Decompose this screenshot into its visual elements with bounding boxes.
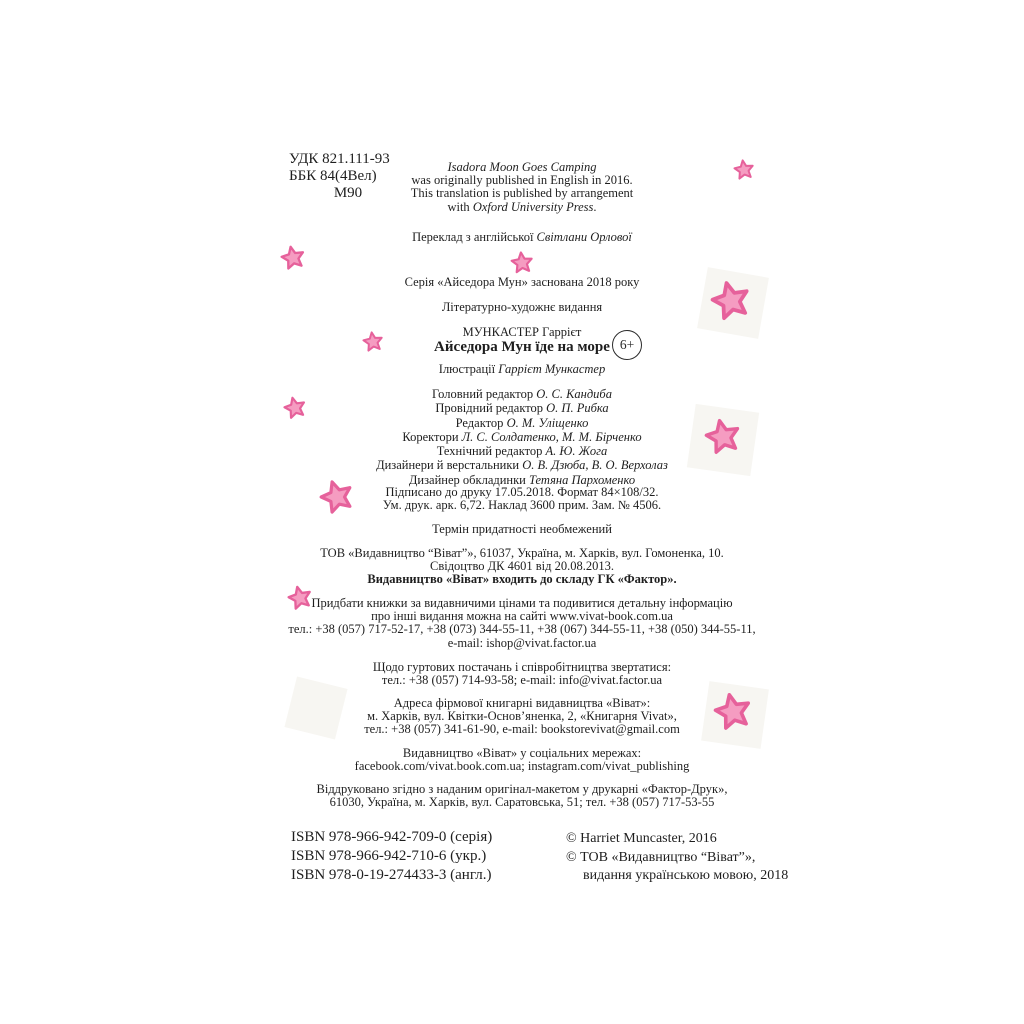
- copyright-edition: видання українською мовою, 2018: [583, 868, 789, 884]
- isbn-series: ISBN 978-966-942-709-0 (серія): [291, 829, 493, 845]
- copyright-author: © Harriet Muncaster, 2016: [566, 831, 717, 846]
- english-rights-notice: Isadora Moon Goes Camping was originally published in English in 2016. This translation is published by arrangement with Oxford University Press.: [233, 161, 811, 214]
- staff-row: Дизайнери й верстальники О. В. Дзюба, В. О. Верхолаз: [376, 458, 668, 473]
- book-title: Айседора Мун їде на море: [434, 339, 610, 355]
- star-icon: [284, 582, 316, 614]
- star-icon: [278, 243, 309, 274]
- star-icon: [280, 393, 309, 422]
- copyright-publisher: © ТОВ «Видавництво “Віват”»,: [566, 849, 756, 865]
- illustrator-name: Гаррієт Мункастер: [498, 362, 606, 376]
- udk-code: УДК 821.111-93: [289, 151, 390, 167]
- author-sign-code: М90: [333, 185, 363, 201]
- printing-house-info: Віддруковано згідно з наданим оригінал-макетом у друкарні «Фактор-Друк», 61030, Україна, м. Харків, вул. Саратовська, 51; тел. +38 (057) 717-53-55: [316, 782, 728, 810]
- isbn-block: [291, 828, 492, 885]
- series-note: Серія «Айседора Мун» заснована 2018 року: [404, 275, 640, 289]
- shelf-life-note: Термін придатності необмежений: [432, 522, 612, 536]
- isbn-ukrainian: ISBN 978-966-942-710-6 (укр.): [291, 848, 487, 864]
- social-media-info: Видавництво «Віват» у соціальних мережах: facebook.com/vivat.book.com.ua; instagram.com/vivat_publishing: [354, 746, 690, 774]
- original-publisher: Oxford University Press: [472, 199, 594, 214]
- staff-row: Коректори Л. С. Солдатенко, М. М. Бірченко: [402, 429, 642, 444]
- star-icon: [732, 158, 757, 183]
- purchase-info: Придбати книжки за видавничими цінами та подивитися детальну інформацію про інші видання можна на сайті www.vivat-book.com.ua тел.: +38 (057) 717-52-17, +38 (073) 344-55-11, +38 (067) 344-55-11, +38 (050) 344-55-11, e-mail: ishop@vivat.factor.ua: [288, 596, 756, 650]
- age-rating-label: 6+: [619, 337, 635, 352]
- isbn-english: ISBN 978-0-19-274433-3 (англ.): [291, 867, 492, 883]
- translation-credit: Переклад з англійської Світлани Орлової: [412, 230, 632, 244]
- staff-row: Редактор О. М. Уліщенко: [455, 415, 589, 430]
- publisher-info: ТОВ «Видавництво “Віват”», 61037, Україна, м. Харків, вул. Гомоненка, 10. Свідоцтво ДК 4601 від 20.08.2013. Видавництво «Віват» входить до складу ГК «Фактор».: [233, 547, 811, 587]
- copyright-block: [566, 830, 788, 886]
- illustrations-credit: Ілюстрації Гаррієт Мункастер: [438, 362, 606, 376]
- star-icon: [314, 474, 359, 519]
- star-icon: [361, 330, 386, 355]
- staff-row: Технічний редактор А. Ю. Жога: [436, 444, 608, 459]
- store-address: Адреса фірмової книгарні видавництва «Віват»: м. Харків, вул. Квітки-Основ’яненка, 2, «Книгарня Vivat», тел.: +38 (057) 341-61-90, e-mail: bookstorevivat@gmail.com: [364, 696, 680, 737]
- staff-row: Дизайнер обкладинки Тетяна Пархоменко: [408, 472, 636, 487]
- wholesale-contacts: Щодо гуртових постачань і співробітництва звертатися: тел.: +38 (057) 714-93-58; e-mail: info@vivat.factor.ua: [372, 660, 672, 688]
- age-rating-badge: [612, 330, 642, 360]
- codes-block: [289, 151, 407, 202]
- publisher-group-note: Видавництво «Віват» входить до складу ГК «Фактор».: [367, 572, 677, 587]
- translator-name: Світлани Орлової: [536, 230, 632, 244]
- print-run-info: Підписано до друку 17.05.2018. Формат 84×108/32. Ум. друк. арк. 6,72. Наклад 3600 прим. Зам. № 4506.: [382, 485, 662, 513]
- star-icon: [509, 250, 535, 276]
- star-icon: [700, 414, 745, 459]
- bbk-code: ББК 84(4Вел): [289, 168, 377, 184]
- staff-row: Провідний редактор О. П. Рибка: [435, 401, 609, 416]
- edition-type: Літературно-художнє видання: [441, 300, 603, 314]
- star-icon: [709, 688, 756, 735]
- author-name: МУНКАСТЕР Гаррієт: [462, 325, 582, 339]
- staff-row: Головний редактор О. С. Кандиба: [432, 387, 612, 401]
- star-icon: [706, 276, 757, 327]
- original-title: Isadora Moon Goes Camping: [447, 160, 597, 174]
